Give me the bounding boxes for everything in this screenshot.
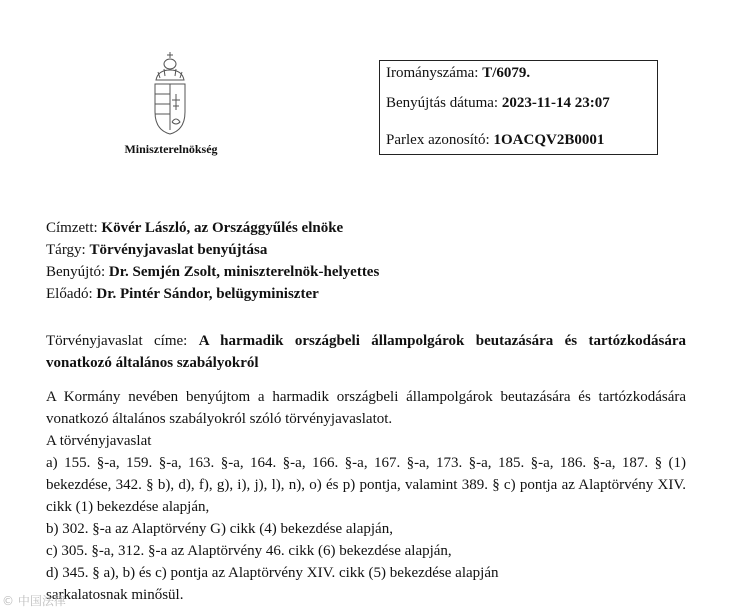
bill-title [46, 330, 686, 374]
targy-label: Tárgy: [46, 242, 86, 258]
lead-line: A törvényjavaslat [46, 433, 152, 449]
list-item-c: c) 305. §-a, 312. §-a az Alaptörvény 46. cikk (6) bekezdése alapján, [46, 543, 452, 559]
cimzett-value: Kövér László, az Országgyűlés elnöke [101, 220, 344, 236]
date-row [386, 95, 610, 112]
targy-value: Törvényjavaslat benyújtása [89, 242, 268, 258]
date-label: Benyújtás dátuma: [386, 95, 499, 111]
body-text [46, 386, 686, 606]
org-name: Miniszterelnökség [124, 142, 218, 156]
benyujto-label: Benyújtó: [46, 264, 106, 280]
list-item-a: a) 155. §-a, 159. §-a, 163. §-a, 164. §-a, 166. §-a, 167. §-a, 173. §-a, 185. §-a, 186. §-a, 187. § (1) bekezdése, 342. § b), d), f), g), i), j), l), n), o) és p) pontja, valamint 389. § c) pontja az Alaptörvény XIV. cikk (1) bekezdése alapján, [46, 455, 686, 515]
parlex-label: Parlex azonosító: [386, 132, 490, 148]
eloado-label: Előadó: [46, 286, 93, 302]
irom-value: T/6079. [482, 65, 531, 81]
closing-line: sarkalatosnak minősül. [46, 587, 184, 603]
bill-title-label: Törvényjavaslat címe: [46, 333, 188, 349]
bill-title-value: A harmadik országbeli állampolgárok beutazására és tartózkodására vonatkozó általános szabályokról [46, 333, 686, 371]
eloado-value: Dr. Pintér Sándor, belügyminiszter [96, 286, 319, 302]
cimzett-label: Címzett: [46, 220, 98, 236]
parlex-row [386, 132, 604, 149]
eloado-line [46, 286, 319, 303]
benyujto-value: Dr. Semjén Zsolt, miniszterelnök-helyettes [108, 264, 380, 280]
targy-line [46, 242, 267, 259]
cimzett-line [46, 220, 343, 237]
document-info-box [379, 60, 658, 155]
list-item-b: b) 302. §-a az Alaptörvény G) cikk (4) bekezdése alapján, [46, 521, 393, 537]
date-value: 2023-11-14 23:07 [501, 95, 610, 111]
benyujto-line [46, 264, 379, 281]
parlex-value: 1OACQV2B0001 [493, 132, 605, 148]
irom-row [386, 65, 530, 82]
watermark: © 中国法律 [2, 594, 66, 608]
intro-paragraph: A Kormány nevében benyújtom a harmadik országbeli állampolgárok beutazására és tartózkodására vonatkozó általános szabályokról szóló törvényjavaslatot. [46, 389, 686, 427]
hungarian-coat-of-arms-icon [150, 50, 190, 138]
irom-label: Irományszáma: [386, 65, 479, 81]
list-item-d: d) 345. § a), b) és c) pontja az Alaptörvény XIV. cikk (5) bekezdése alapján [46, 565, 499, 581]
